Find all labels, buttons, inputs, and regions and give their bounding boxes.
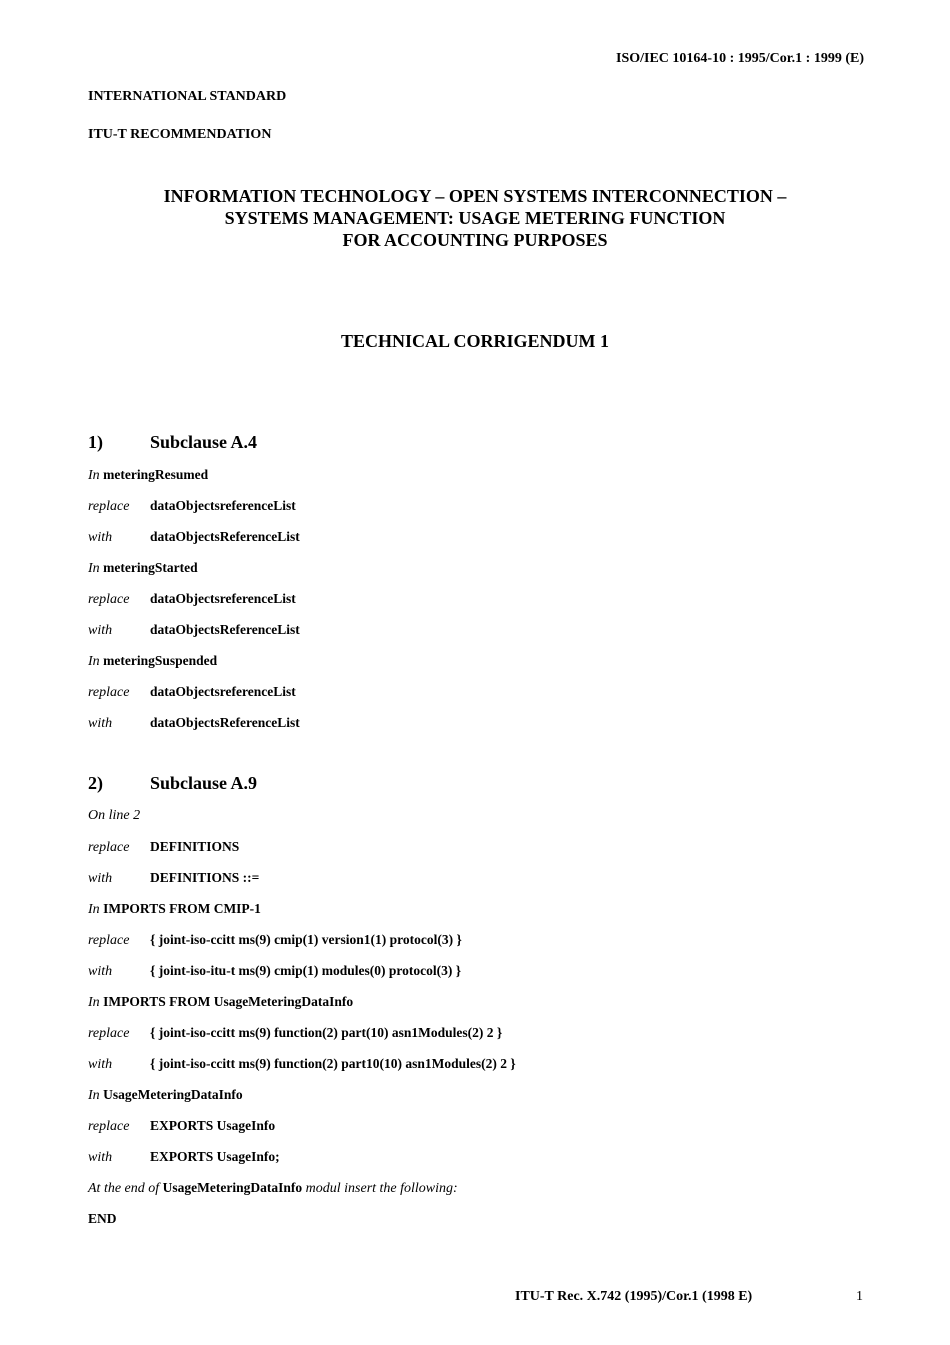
row-value: meteringSuspended: [103, 653, 218, 668]
row-label: In: [88, 654, 100, 669]
instruction-prefix: At the end of: [88, 1181, 160, 1196]
section-title: Subclause A.9: [150, 773, 258, 793]
row-label: In: [88, 468, 100, 483]
row-label: with: [88, 871, 113, 886]
list-item: [88, 870, 259, 887]
title-line-2: SYSTEMS MANAGEMENT: USAGE METERING FUNCTION: [224, 208, 726, 228]
row-label: replace: [88, 933, 130, 948]
row-value: UsageMeteringDataInfo: [103, 1087, 243, 1102]
itu-recommendation-label: ITU-T RECOMMENDATION: [88, 127, 272, 142]
row-label: replace: [88, 685, 130, 700]
document-reference: ISO/IEC 10164-10 : 1995/Cor.1 : 1999 (E): [616, 51, 864, 66]
list-item: [88, 622, 300, 639]
row-value: dataObjectsreferenceList: [150, 591, 296, 606]
row-label: with: [88, 964, 113, 979]
end-keyword-text: END: [88, 1211, 117, 1226]
section-1-heading: [88, 432, 257, 453]
section-2-heading: [88, 773, 257, 794]
row-value: EXPORTS UsageInfo;: [150, 1149, 280, 1164]
row-label: with: [88, 1057, 113, 1072]
list-item: [88, 839, 239, 856]
list-item: [88, 560, 198, 577]
list-item: [88, 963, 461, 980]
instruction-suffix: modul insert the following:: [305, 1181, 458, 1196]
row-label: In: [88, 561, 100, 576]
row-value: EXPORTS UsageInfo: [150, 1118, 276, 1133]
row-value: { joint-iso-ccitt ms(9) function(2) part10(10) asn1Modules(2) 2 }: [150, 1056, 516, 1071]
international-standard-label: INTERNATIONAL STANDARD: [88, 89, 287, 104]
list-item: [88, 591, 296, 608]
row-value: dataObjectsReferenceList: [150, 622, 300, 637]
corrigendum-title: TECHNICAL CORRIGENDUM 1: [340, 331, 610, 351]
footer-reference: ITU-T Rec. X.742 (1995)/Cor.1 (1998 E): [515, 1289, 753, 1304]
end-keyword: [88, 1211, 117, 1228]
module-name: UsageMeteringDataInfo: [162, 1180, 303, 1195]
list-item: [88, 498, 296, 515]
row-label: On line 2: [88, 808, 141, 823]
list-item: [88, 653, 217, 670]
row-value: dataObjectsreferenceList: [150, 498, 296, 513]
row-value: { joint-iso-ccitt ms(9) function(2) part(10) asn1Modules(2) 2 }: [150, 1025, 503, 1040]
row-label: replace: [88, 592, 130, 607]
list-item: [88, 467, 208, 484]
list-item: [88, 529, 300, 546]
closing-instruction: [88, 1180, 458, 1197]
row-value: meteringResumed: [103, 467, 209, 482]
row-value: dataObjectsReferenceList: [150, 529, 300, 544]
row-label: In: [88, 902, 100, 917]
list-item: [88, 932, 462, 949]
row-label: In: [88, 1088, 100, 1103]
title-line-3: FOR ACCOUNTING PURPOSES: [342, 230, 608, 250]
title-line-1: INFORMATION TECHNOLOGY – OPEN SYSTEMS INTERCONNECTION –: [163, 186, 787, 206]
row-value: IMPORTS FROM UsageMeteringDataInfo: [103, 994, 354, 1009]
list-item: [88, 901, 261, 918]
list-item: [88, 1118, 275, 1135]
row-label: with: [88, 530, 113, 545]
list-item: [88, 1056, 516, 1073]
row-value: dataObjectsReferenceList: [150, 715, 300, 730]
list-item: [88, 808, 140, 824]
row-value: DEFINITIONS ::=: [150, 870, 260, 885]
row-value: DEFINITIONS: [150, 839, 240, 854]
row-label: with: [88, 716, 113, 731]
list-item: [88, 1087, 243, 1104]
row-label: with: [88, 1150, 113, 1165]
row-label: with: [88, 623, 113, 638]
row-value: { joint-iso-ccitt ms(9) cmip(1) version1(1) protocol(3) }: [150, 932, 462, 947]
row-value: { joint-iso-itu-t ms(9) cmip(1) modules(0) protocol(3) }: [150, 963, 462, 978]
list-item: [88, 994, 353, 1011]
page-number: 1: [856, 1289, 863, 1304]
section-number: 2): [88, 773, 103, 793]
list-item: [88, 684, 296, 701]
row-label: replace: [88, 1026, 130, 1041]
section-number: 1): [88, 432, 103, 452]
row-label: replace: [88, 840, 130, 855]
row-label: In: [88, 995, 100, 1010]
row-label: replace: [88, 1119, 130, 1134]
row-value: meteringStarted: [103, 560, 198, 575]
list-item: [88, 1149, 280, 1166]
row-value: dataObjectsreferenceList: [150, 684, 296, 699]
section-title: Subclause A.4: [150, 432, 258, 452]
list-item: [88, 1025, 502, 1042]
row-value: IMPORTS FROM CMIP-1: [103, 901, 261, 916]
list-item: [88, 715, 300, 732]
row-label: replace: [88, 499, 130, 514]
